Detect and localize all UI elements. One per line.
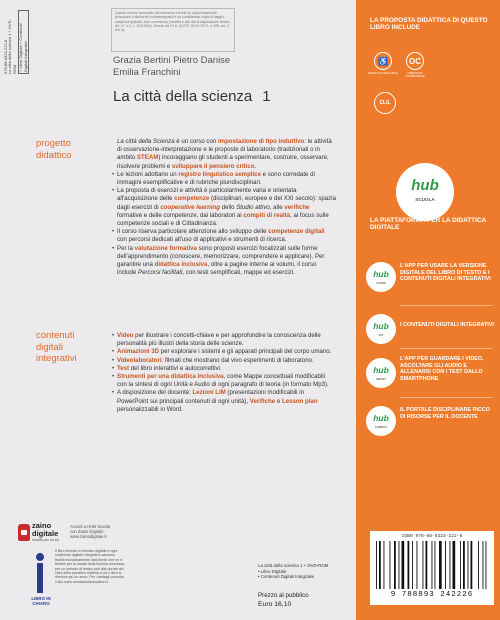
feature-item <box>112 357 336 365</box>
emphasis-text: Verifiche <box>249 397 276 405</box>
body-text: , ai focus sulle competenze sociali e di Cittadinanza. <box>117 211 329 228</box>
body-text: del libro interattivi e autocorrettivi. <box>129 364 222 372</box>
barcode-bar <box>408 541 410 589</box>
body-text: e <box>275 397 282 405</box>
authors-line-2: Emilia Franchini <box>113 67 181 78</box>
zaino-name: zaino digitale <box>32 521 59 538</box>
info-icon-stem <box>37 563 43 593</box>
barcode-bar <box>483 541 484 589</box>
section-label-contenuti-line-2: digitali <box>36 341 63 353</box>
body-text: sono proposti esercizi focalizzati sulle forme dell'apprendimento (conoscere, memorizzare, comprendere e applicare). Per garantire una <box>117 244 325 269</box>
barcode-bar <box>402 541 405 589</box>
emphasis-text: Test <box>117 364 130 372</box>
hub-smart-word: hub <box>373 365 389 375</box>
libro-in-chiaro-label: LIBRO IN CHIARO <box>31 596 51 606</box>
barcode-bar <box>376 541 377 589</box>
feature-item <box>112 332 336 348</box>
isbn-vertical-label <box>3 10 28 74</box>
emphasis-text: impostazione di tipo induttivo <box>217 138 305 145</box>
competenze-icon: OC <box>406 52 424 70</box>
hub-campus-word: hub <box>373 413 389 423</box>
body-text: formative e delle competenze, dai laboratori ai <box>117 211 244 219</box>
barcode-bar <box>468 541 469 589</box>
hub-scuola-logo <box>396 163 454 221</box>
hub-scuola-sub: SCUOLA <box>415 197 435 202</box>
emphasis-text: Video <box>117 332 134 339</box>
body-text: : filmati che mostrano dal vivo esperimenti di laboratorio. <box>161 356 314 364</box>
barcode-bar <box>463 541 465 589</box>
body-text: Le lezioni adottano un <box>117 170 179 178</box>
hub-item-young <box>366 262 496 308</box>
body-text: ) incoraggiano gli studenti a sperimentare, costruire, osservare, risolvere problemi e <box>117 154 329 170</box>
emphasis-text: Percorsi facilitati <box>138 269 183 277</box>
product-item: • Contenuti Digitali Integrativi <box>258 574 368 580</box>
section-label-contenuti-line-3: integrativi <box>36 353 77 364</box>
body-text: , alle <box>269 203 285 211</box>
barcode-bar <box>445 541 446 589</box>
body-text: con percorsi dedicati all'uso di applicativi e strumenti di ricerca. <box>117 236 287 244</box>
emphasis-text: cooperative learning <box>160 203 220 211</box>
body-text: per illustrare i concetti-chiave e per approfondire la conoscenza delle personalità più illustri della storia delle scienze. <box>117 332 321 348</box>
emphasis-text: Studio attivo <box>236 203 270 211</box>
badge-label-inclusive: DIDATTICA INCLUSIVA <box>368 71 398 75</box>
section-label-contenuti <box>36 330 77 365</box>
barcode <box>372 541 492 589</box>
body-text: per esplorare i sistemi e gli apparati principali del corpo umano. <box>158 348 332 356</box>
price-label: Prezzo al pubblico <box>258 592 309 599</box>
hub-young-word: hub <box>373 269 389 279</box>
description-bullet <box>112 245 336 278</box>
authors-line-1: Grazia Bertini Pietro Danise <box>113 55 231 66</box>
barcode-bar <box>435 541 436 589</box>
book-title-block <box>113 88 271 105</box>
emphasis-text: La città della Scienza <box>117 138 175 145</box>
hub-young-desc: L'APP PER USARE LA VERSIONE DIGITALE DEL LIBRO DI TESTO E I CONTENUTI DIGITALI INTEGRATIVI <box>400 263 491 282</box>
description-intro <box>112 138 336 171</box>
divider <box>400 348 492 349</box>
product-info <box>258 563 368 580</box>
hub-item-campus <box>366 406 496 452</box>
divider <box>400 397 492 398</box>
emphasis-text: Videolaboratori <box>117 356 162 364</box>
barcode-bar <box>439 541 442 589</box>
hub-smart-icon <box>366 358 396 388</box>
didactic-description <box>112 138 336 277</box>
isbn-line-1: 978-88-9324-222-6 <box>3 39 8 74</box>
emphasis-text: Lesson plan <box>281 397 318 405</box>
section-label-contenuti-line-1: contenuti <box>36 330 75 341</box>
libro-in-chiaro-logo <box>28 553 52 611</box>
hub-campus-desc: IL PORTALE DISCIPLINARE RICCO DI RISORSE PER IL DOCENTE <box>400 407 490 420</box>
barcode-bar <box>423 541 424 589</box>
barcode-bar <box>394 541 396 589</box>
body-text: dello <box>219 203 237 211</box>
description-bullet <box>112 171 336 187</box>
authors <box>113 55 230 79</box>
book-title: La città della scienza <box>113 88 253 105</box>
proposal-title: LA PROPOSTA DIDATTICA DI QUESTO LIBRO INCLUDE <box>370 17 488 32</box>
divider <box>400 305 492 306</box>
backpack-icon <box>18 524 30 541</box>
product-name: La città della scienza 1 + DVD-ROM <box>258 563 329 568</box>
hub-young-sub: YOUNG <box>375 281 387 285</box>
legal-notice: Questo volume sprovvisto del talloncino a fronte (o opportunamente punzonato o altrimenti contrassegnato) è da considerarsi copia di saggio-campione gratuito, fuori commercio (vendita e altri atti di disposizione vietati: art. 17, c.2, L. 633/1941). Esente da I.V.A. (D.P.R. 26-10-1972, n. 633, art. 2, lett. d). <box>111 8 235 52</box>
digital-contents <box>112 332 336 414</box>
product-item: • Libro Digitale <box>258 569 368 575</box>
badge-label-competenze: OBIETTIVO COMPETENZE <box>405 71 425 78</box>
inclusive-icon: ♿ <box>374 52 392 70</box>
barcode-bar <box>379 541 381 589</box>
barcode-bar <box>450 541 451 589</box>
barcode-bar <box>471 541 473 589</box>
body-text: . <box>254 162 257 170</box>
body-text: A disposizione del docente: <box>117 389 193 397</box>
emphasis-text: registro linguistico semplice <box>178 170 261 178</box>
emphasis-text: Strumenti per una didattica inclusiva <box>117 373 224 381</box>
emphasis-text: verifiche <box>284 203 310 211</box>
hub-kit-word: hub <box>373 321 389 331</box>
hub-smart-sub: SMART <box>376 377 386 381</box>
body-text: , oltre a pagine interne ai volumi, il corso include <box>117 261 317 277</box>
emphasis-text: valutazione formativa <box>134 244 197 252</box>
barcode-bar <box>478 541 479 589</box>
barcode-bar <box>417 541 418 589</box>
hub-campus-sub: CAMPUS <box>374 425 388 429</box>
description-bullet <box>112 228 336 244</box>
digital-contents-list <box>112 332 336 414</box>
emphasis-text: didattica inclusiva <box>154 261 208 269</box>
body-text: : le attività di osservazione-interpretazione e le proposte di laboratorio (tradizionali o in ambito <box>117 138 332 162</box>
emphasis-text: competenze digitali <box>268 228 325 236</box>
barcode-bar <box>460 541 461 589</box>
hub-campus-icon <box>366 406 396 436</box>
hub-kit-icon <box>366 314 396 344</box>
feature-item <box>112 365 336 373</box>
emphasis-text: Lezioni LIM <box>192 389 226 397</box>
zaino-info <box>70 524 110 539</box>
barcode-bar <box>453 541 456 589</box>
section-label-progetto-line-1: progetto <box>36 138 71 149</box>
zaino-info-line: Accedi a HUB Scuola <box>70 524 111 529</box>
barcode-bar <box>384 541 385 589</box>
feature-item <box>112 348 336 356</box>
emphasis-text: competenze <box>174 195 210 203</box>
platform-title: LA PIATTAFORMA PER LA DIDATTICA DIGITALE <box>370 217 486 232</box>
emphasis-text: sviluppare il pensiero critico <box>171 162 255 170</box>
hub-kit-sub: KIT <box>378 333 384 337</box>
barcode-bar <box>432 541 433 589</box>
barcode-bar <box>390 541 391 589</box>
hub-kit-desc: I CONTENUTI DIGITALI INTEGRATIVI <box>400 322 494 328</box>
volume-number: 1 <box>262 88 271 105</box>
section-label-progetto-line-2: didattico <box>36 149 72 161</box>
body-text: personalizzabili in Word. <box>117 405 183 413</box>
section-label-progetto <box>36 138 71 161</box>
clil-icon: CLIL <box>374 92 396 114</box>
body-text: (disciplinari, europee e del XXI secolo): spazia dagli esercizi di <box>117 195 336 211</box>
body-text: Per la <box>117 244 135 252</box>
hub-smart-desc: L'APP PER GUARDARE I VIDEO, ASCOLTARE GLI AUDIO E ALLENARSI CON I TEST DALLO SMARTPHONE <box>400 356 484 382</box>
hub-scuola-word: hub <box>411 177 439 194</box>
zaino-sub: mobile per un bit <box>32 538 59 542</box>
barcode-isbn-text: ISBN 978-88-9324-222-6 <box>401 534 463 539</box>
barcode-bar <box>426 541 428 589</box>
body-text: (presentazioni modificabili in PowerPoint sui principali contenuti di ogni unità), <box>117 389 304 405</box>
body-text: è un corso con <box>174 138 218 145</box>
feature-item <box>112 373 336 389</box>
price-value: Euro 16,10 <box>258 601 292 608</box>
description-bullets <box>112 171 336 278</box>
isbn-line-3: + Libro Digitale + Contenuti Digitali Integrativi <box>18 10 29 74</box>
digital-platform-panel <box>356 0 500 620</box>
body-text: , come Mappe concettuali modificabili con la sintesi di ogni Unità e Audio di ogni paragrafo di teoria (in formato Mp3). <box>117 373 329 389</box>
barcode-digits: 9 788893 242226 <box>390 591 474 599</box>
barcode-bar <box>399 541 400 589</box>
emphasis-text: Animazioni 3D <box>117 348 159 356</box>
feature-item <box>112 389 336 414</box>
info-icon-dot <box>36 553 44 561</box>
body-text: , con testi semplificati, mappe ed esercizi. <box>182 269 295 277</box>
emphasis-text: compiti di realtà <box>243 211 291 219</box>
body-text: La proposta di esercizi e attività è particolarmente varia e orientata all'acquisizione delle <box>117 187 297 203</box>
emphasis-text: STEAM <box>136 154 159 162</box>
zaino-digitale-logo <box>18 522 66 546</box>
barcode-bar <box>486 541 487 589</box>
isbn-line-2: La città della scienza 1 + DVD-ROM <box>7 19 17 74</box>
barcode-bar <box>412 541 413 589</box>
libro-in-chiaro-text: Il libro di testo in formato digitale e ogni contenuto digitale integrativo saranno fruibili esclusivamente dall'utente che ne è titolare per la durata della licenza concessa, per un periodo di tempo pari alla durata del ciclo della specifica materia a cui il libro si riferisce più un anno. Per i dettagli consulta il sito www.mondadorieducation.it <box>55 549 125 584</box>
hub-item-kit <box>366 314 496 360</box>
body-text: Il corso riserva particolare attenzione allo sviluppo delle <box>117 228 269 236</box>
zaino-info-line: con Zaino Digitale <box>70 529 104 534</box>
hub-young-icon <box>366 262 396 292</box>
body-text: e sono corredate di immagini esemplificative e di rubriche plundisciplinari. <box>117 170 315 187</box>
description-bullet <box>112 187 336 228</box>
zaino-info-line: www.zainodigitale.it <box>70 534 107 539</box>
